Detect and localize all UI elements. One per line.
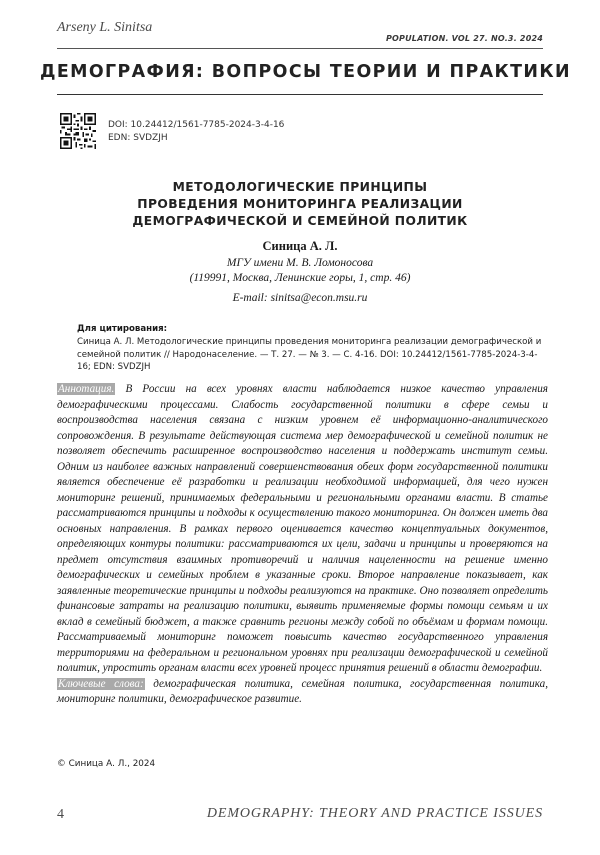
qr-code [60,113,96,149]
keywords-label: Ключевые слова: [57,678,145,690]
abstract-text: В России на всех уровнях власти наблюдается низкое качество управления демографическими процессами. Слабость государственной политики в сфере семьи и воспроизводства населения связана с низким уровнем её информационно-аналитического сопровождения. В результате действующая система мер демографической и семейной политик не позволяет обеспечить расширенное воспроизводство населения и поддержать институт семьи. Одним из наиболее важных направлений совершенствования обеих форм государственной политики является обеспечение её разработки и реализации необходимой информацией, для чего нужен мониторинг решений, принимаемых федеральными и региональными органами власти. В статье рассматриваются принципы и подходы к осуществлению такого мониторинга. Он должен иметь два основных направления. В рамках первого оценивается качество концептуальных документов, определяющих контуры политики: рассматриваются их цели, задачи и принципы и проверяются на предмет отсутствия взаимных противоречий и наличия нацеленности на решение именно демографических и семейных проблем в указанные сроки. Второе направление показывает, как заявленные теоретические принципы и подходы реализуются на практике. Оно позволяет определить финансовые затраты на реализацию политики, выявить применяемые формы помощи семьям и их вклад в семейный бюджет, а также сравнить регионы между собой по объёмам и формам помощи. Рассматриваемый мониторинг поможет повысить качество государственного управления территориями на федеральном и региональном уровнях при реализации демографической и семейной политик, упростить органам власти всех уровней процесс принятия решений в области демографии. [57,383,548,674]
citation-label: Для цитирования: [77,324,167,334]
edn-text: EDN: SVDZJH [108,132,284,145]
citation-text: Синица А. Л. Методологические принципы проведения мониторинга реализации демографической и семейной политик // Народонаселение. — Т. 27. — № 3. — С. 4-16. DOI: 10.24412/1561-7785-2024-3-4-16; EDN: SVDZJH [77,336,547,374]
page-number: 4 [57,807,64,823]
keywords-text: демографическая политика, семейная политика, государственная политика, мониторинг политики, демографическое развитие. [57,678,548,706]
identifiers-block [108,119,284,145]
author-name: Синица А. Л. [0,239,600,254]
header-rule [57,48,543,49]
affiliation-line: (119991, Москва, Ленинские горы, 1, стр. 46) [0,271,600,286]
journal-title: ДЕМОГРАФИЯ: ВОПРОСЫ ТЕОРИИ И ПРАКТИКИ [40,62,560,82]
running-header-journal: POPULATION. VOL 27. NO.3. 2024 [386,34,543,43]
keywords-paragraph [57,677,548,708]
title-rule [57,94,543,95]
abstract-label: Аннотация. [57,383,115,395]
running-header-author: Arseny L. Sinitsa [57,20,152,36]
abstract-section [57,382,548,708]
affiliation [0,256,600,286]
affiliation-line: МГУ имени М. В. Ломоносова [0,256,600,271]
article-title-line: МЕТОДОЛОГИЧЕСКИЕ ПРИНЦИПЫ [60,179,540,196]
article-title-line: ДЕМОГРАФИЧЕСКОЙ И СЕМЕЙНОЙ ПОЛИТИК [60,213,540,230]
abstract-paragraph [57,382,548,677]
doi-text: DOI: 10.24412/1561-7785-2024-3-4-16 [108,119,284,132]
author-email: E-mail: sinitsa@econ.msu.ru [0,292,600,304]
article-title-line: ПРОВЕДЕНИЯ МОНИТОРИНГА РЕАЛИЗАЦИИ [60,196,540,213]
copyright: © Синица А. Л., 2024 [57,759,155,769]
footer-journal-title: DEMOGRAPHY: THEORY AND PRACTICE ISSUES [207,806,543,822]
article-title [60,179,540,230]
